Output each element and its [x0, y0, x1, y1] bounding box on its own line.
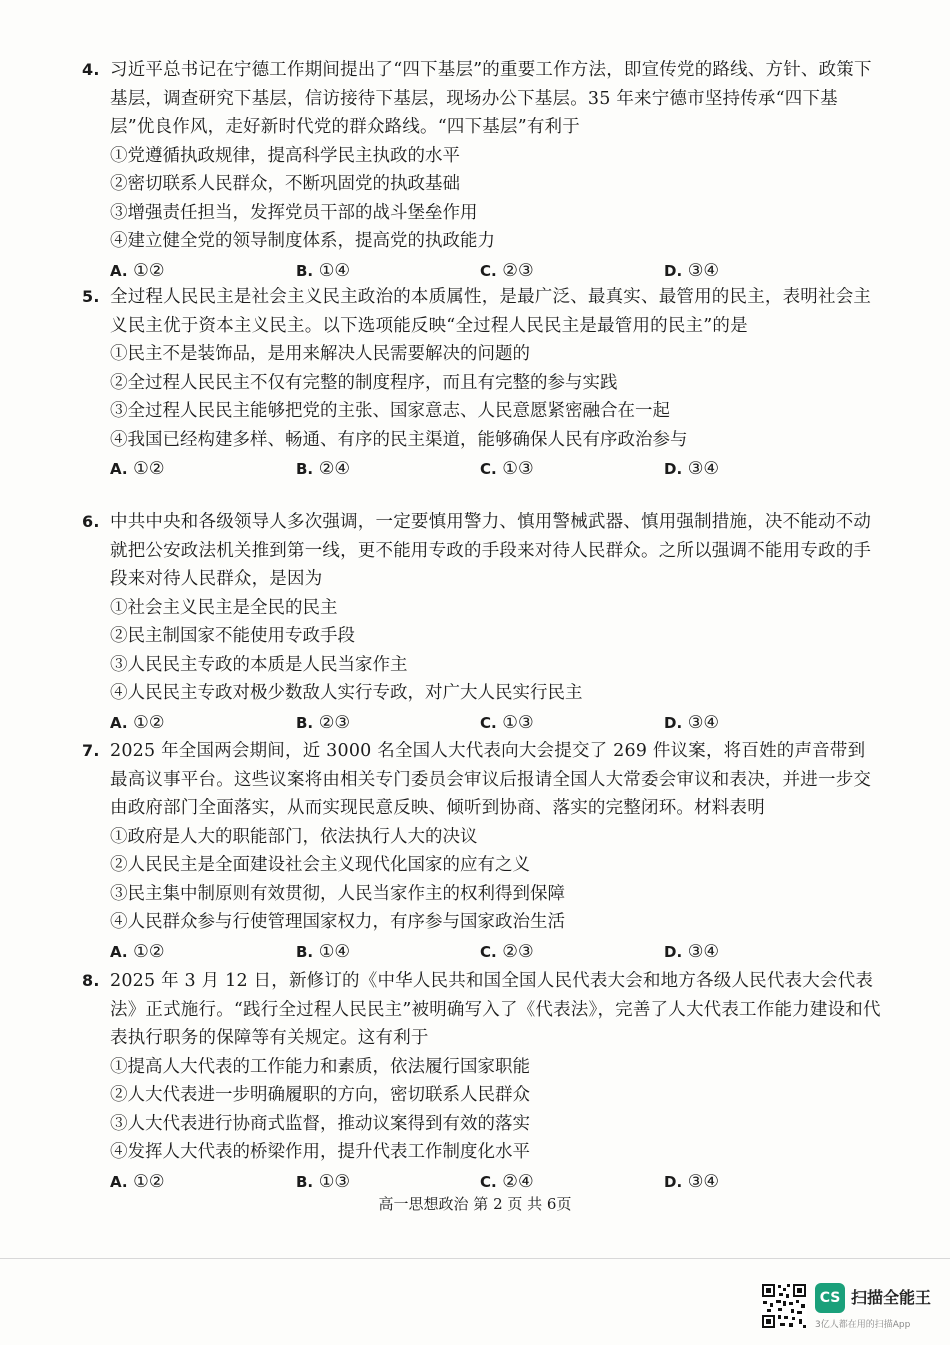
choice-d: D. ③④	[664, 1171, 720, 1192]
choice-a: A. ①②	[110, 712, 165, 733]
option-3: ③人大代表进行协商式监督，推动议案得到有效的落实	[110, 1113, 530, 1134]
option-1: ①民主不是装饰品，是用来解决人民需要解决的问题的	[110, 344, 530, 364]
answer-choices	[82, 1167, 882, 1197]
scanner-brand: 扫描全能王	[851, 1288, 932, 1307]
question-stem	[82, 508, 882, 594]
option-4: ④人民民主专政对极少数敌人实行专政，对广大人民实行民主	[110, 683, 583, 703]
stem-text: 习近平总书记在宁德工作期间提出了“四下基层”的重要工作方法，即宣传党的路线、方针、政策下基层，调查研究下基层，信访接待下基层，现场办公下基层。35 年来宁德市坚持传承“四下基层”优良作风，走好新时代党的群众路线。“四下基层”有利于	[110, 60, 872, 137]
stem-text: 中共中央和各级领导人多次强调，一定要慎用警力、慎用警械武器、慎用强制措施，决不能动不动就把公安政法机关推到第一线，更不能用专政的手段来对待人民群众。之所以强调不能用专政的手段来对待人民群众，是因为	[110, 512, 872, 589]
option-1: ①社会主义民主是全民的民主	[110, 597, 338, 618]
choice-c: C. ①③	[480, 459, 534, 479]
question-number: 6.	[82, 512, 100, 531]
option-4: ④发挥人大代表的桥梁作用，提升代表工作制度化水平	[110, 1142, 530, 1162]
choice-a: A. ①②	[110, 1171, 165, 1192]
option-2: ②密切联系人民群众，不断巩固党的执政基础	[110, 174, 460, 194]
option-2: ②人大代表进一步明确履职的方向，密切联系人民群众	[110, 1085, 530, 1105]
choice-a: A. ①②	[110, 941, 165, 962]
answer-choices	[82, 256, 882, 286]
question-4	[82, 56, 882, 286]
choice-c: C. ②③	[480, 260, 534, 281]
page-footer: 高一思想政治 第 2 页 共 6页	[378, 1195, 572, 1213]
option-1: ①提高人大代表的工作能力和素质，依法履行国家职能	[110, 1056, 530, 1077]
divider	[0, 1258, 950, 1259]
option-3: ③人民民主专政的本质是人民当家作主	[110, 654, 408, 675]
choice-d: D. ③④	[664, 459, 720, 479]
option-1: ①党遵循执政规律，提高科学民主执政的水平	[110, 145, 460, 166]
qr-code-icon	[761, 1283, 807, 1329]
option-3: ③增强责任担当，发挥党员干部的战斗堡垒作用	[110, 202, 478, 223]
choice-c: C. ①③	[480, 712, 534, 733]
choice-a: A. ①②	[110, 459, 165, 479]
question-number: 8.	[82, 971, 100, 990]
option-3: ③民主集中制原则有效贯彻，人民当家作主的权利得到保障	[110, 883, 565, 904]
question-5	[82, 283, 882, 484]
stem-text: 2025 年全国两会期间，近 3000 名全国人大代表向大会提交了 269 件议案，将百姓的声音带到最高议事平台。这些议案将由相关专门委员会审议后报请全国人大常委会审议和表决，并进一步交由政府部门全面落实，从而实现民意反映、倾听到协商、落实的完整闭环。材料表明	[110, 741, 872, 818]
option-2: ②全过程人民民主不仅有完整的制度程序，而且有完整的参与实践	[110, 372, 618, 393]
choice-b: B. ①④	[296, 260, 351, 281]
question-6	[82, 508, 882, 738]
option-1: ①政府是人大的职能部门，依法执行人大的决议	[110, 826, 478, 847]
question-stem	[82, 56, 882, 142]
question-number: 5.	[82, 287, 100, 306]
question-stem	[82, 737, 882, 823]
question-number: 4.	[82, 60, 100, 79]
question-7	[82, 737, 882, 967]
choice-b: B. ②③	[296, 712, 351, 733]
choice-b: B. ①③	[296, 1171, 351, 1192]
camscanner-logo: CS	[815, 1283, 845, 1313]
answer-choices	[82, 454, 882, 484]
question-stem	[82, 967, 882, 1053]
choice-d: D. ③④	[664, 712, 720, 733]
option-4: ④人民群众参与行使管理国家权力，有序参与国家政治生活	[110, 912, 565, 932]
choice-c: C. ②③	[480, 941, 534, 962]
option-2: ②人民民主是全面建设社会主义现代化国家的应有之义	[110, 855, 530, 875]
option-4: ④建立健全党的领导制度体系，提高党的执政能力	[110, 231, 495, 251]
answer-choices	[82, 708, 882, 738]
choice-a: A. ①②	[110, 260, 165, 281]
stem-text: 2025 年 3 月 12 日，新修订的《中华人民共和国全国人民代表大会和地方各级人民代表大会代表法》正式施行。“践行全过程人民民主”被明确写入了《代表法》，完善了人大代表工作能力建设和代表执行职务的保障等有关规定。这有利于	[110, 971, 881, 1048]
choice-c: C. ②④	[480, 1171, 534, 1192]
choice-b: B. ①④	[296, 941, 351, 962]
option-3: ③全过程人民民主能够把党的主张、国家意志、人民意愿紧密融合在一起	[110, 401, 670, 421]
stem-text: 全过程人民民主是社会主义民主政治的本质属性，是最广泛、最真实、最管用的民主，表明社会主义民主优于资本主义民主。以下选项能反映“全过程人民民主是最管用的民主”的是	[110, 287, 872, 336]
choice-b: B. ②④	[296, 459, 351, 479]
question-number: 7.	[82, 741, 100, 760]
scanner-slogan: 3亿人都在用的扫描App	[815, 1320, 911, 1330]
question-8	[82, 967, 882, 1197]
answer-choices	[82, 937, 882, 967]
option-4: ④我国已经构建多样、畅通、有序的民主渠道，能够确保人民有序政治参与	[110, 429, 688, 450]
choice-d: D. ③④	[664, 941, 720, 962]
option-2: ②民主制国家不能使用专政手段	[110, 626, 355, 646]
question-stem	[82, 283, 882, 340]
choice-d: D. ③④	[664, 260, 720, 281]
